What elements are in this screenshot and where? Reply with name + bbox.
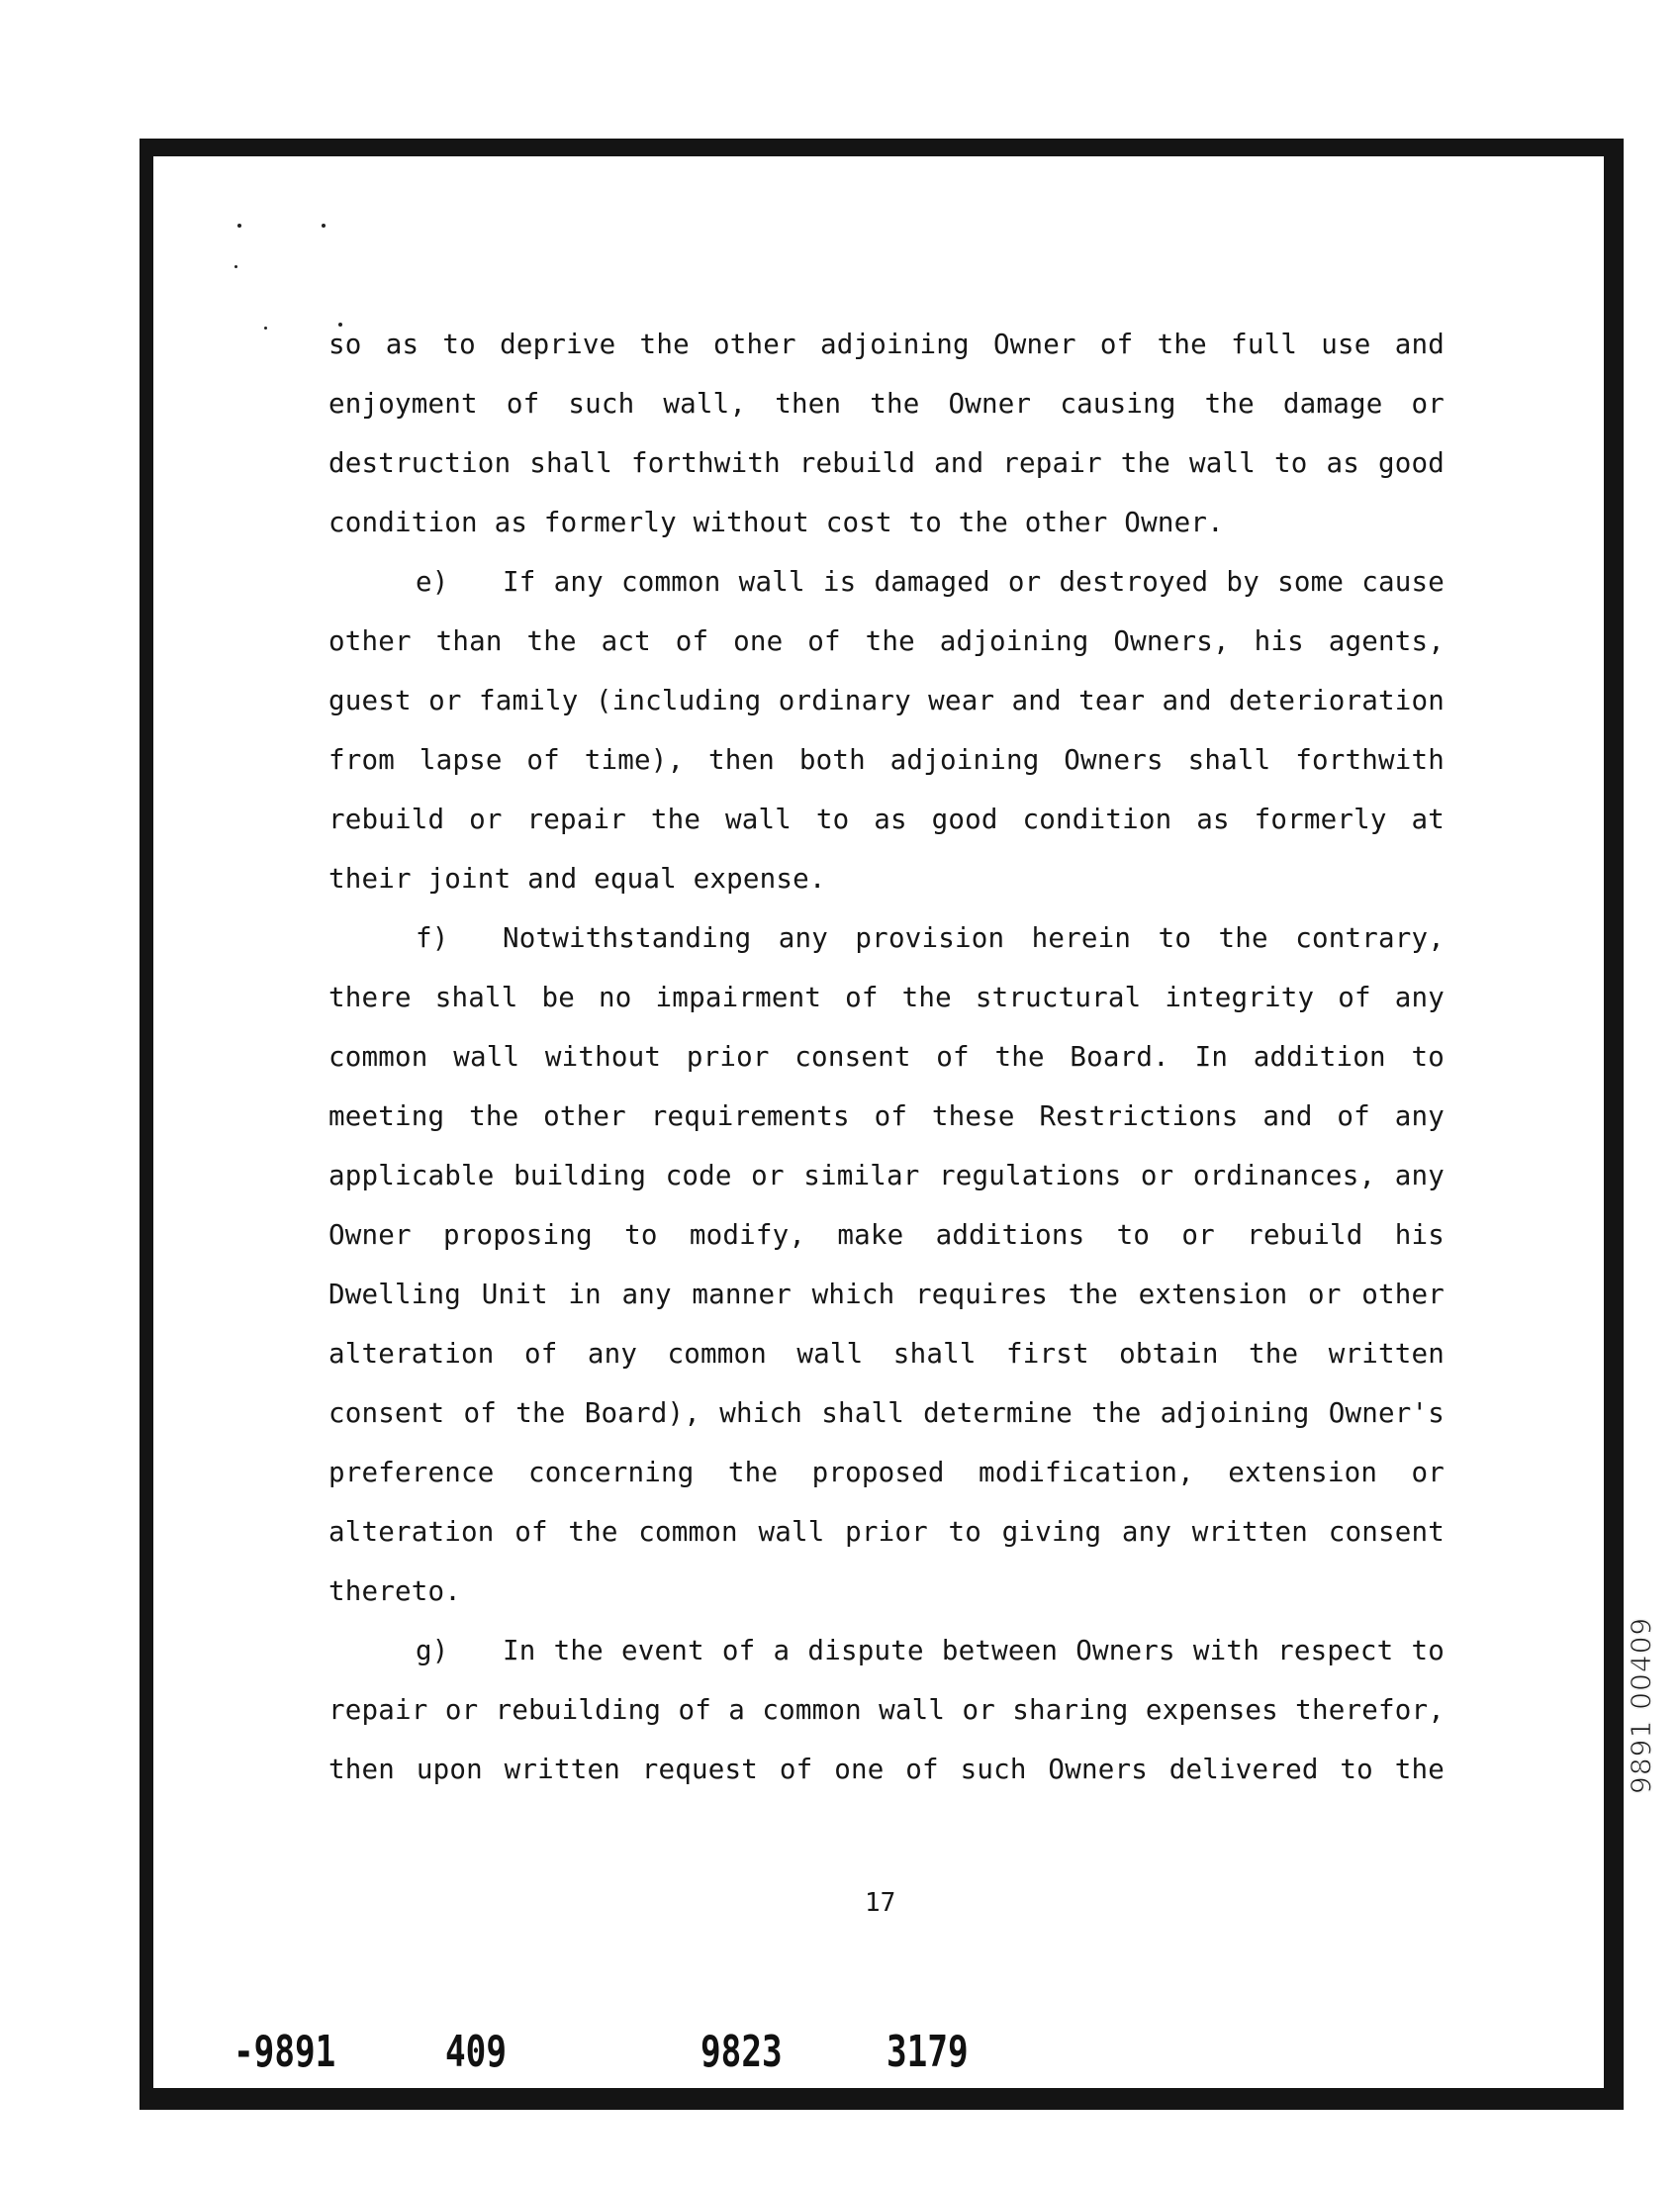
stamp-number: -9891 [233,2027,336,2077]
text-line: enjoyment of such wall, then the Owner causing the damage or [328,388,1445,420]
paragraph-label-f: f) [416,922,449,954]
paragraph-label-g: g) [416,1635,449,1666]
text-line: other than the act of one of the adjoining Owners, his agents, [328,625,1445,657]
paragraph-g-first-line [328,1621,1445,1680]
paragraph-label-e: e) [416,566,449,598]
text-line: alteration of the common wall prior to giving any written consent [328,1516,1445,1548]
text-line: applicable building code or similar regulations or ordinances, any [328,1160,1445,1191]
text-line: alteration of any common wall shall first obtain the written [328,1338,1445,1370]
text-line: If any common wall is damaged or destroyed by some cause [503,566,1445,598]
text-line: destruction shall forthwith rebuild and repair the wall to as good [328,447,1445,479]
scan-speck [234,265,237,268]
text-line: Owner proposing to modify, make additions to or rebuild his [328,1219,1445,1251]
text-line: guest or family (including ordinary wear and tear and deterioration [328,685,1445,716]
text-line: rebuild or repair the wall to as good condition as formerly at [328,804,1445,835]
text-line: consent of the Board), which shall determine the adjoining Owner's [328,1397,1445,1429]
text-line: thereto. [328,1575,462,1607]
page-number: 17 [865,1888,896,1918]
stamp-number: 409 [445,2027,507,2077]
stamp-number: 9823 [700,2027,783,2077]
text-line: their joint and equal expense. [328,863,826,895]
text-line: so as to deprive the other adjoining Owner of the full use and [328,329,1445,360]
text-line: preference concerning the proposed modification, extension or [328,1457,1445,1488]
text-line: from lapse of time), then both adjoining Owners shall forthwith [328,744,1445,776]
document-body [328,315,1445,1799]
scan-speck [264,327,267,330]
text-line: then upon written request of one of such Owners delivered to the [328,1754,1445,1785]
text-line: there shall be no impairment of the structural integrity of any [328,982,1445,1013]
scan-speck [322,224,326,228]
paragraph-f-first-line [328,908,1445,968]
text-line: repair or rebuilding of a common wall or sharing expenses therefor, [328,1694,1445,1726]
scan-speck [237,224,241,228]
text-line: Notwithstanding any provision herein to the contrary, [503,922,1445,954]
stamp-number: 3179 [887,2027,969,2077]
bates-number-vertical: 9891 00409 [1625,1616,1657,1794]
text-line: Dwelling Unit in any manner which requires the extension or other [328,1279,1445,1310]
text-line: common wall without prior consent of the Board. In addition to [328,1041,1445,1073]
text-line: In the event of a dispute between Owners with respect to [503,1635,1445,1666]
text-line: condition as formerly without cost to the other Owner. [328,507,1224,538]
text-line: meeting the other requirements of these Restrictions and of any [328,1100,1445,1132]
paragraph-e-first-line [328,552,1445,612]
